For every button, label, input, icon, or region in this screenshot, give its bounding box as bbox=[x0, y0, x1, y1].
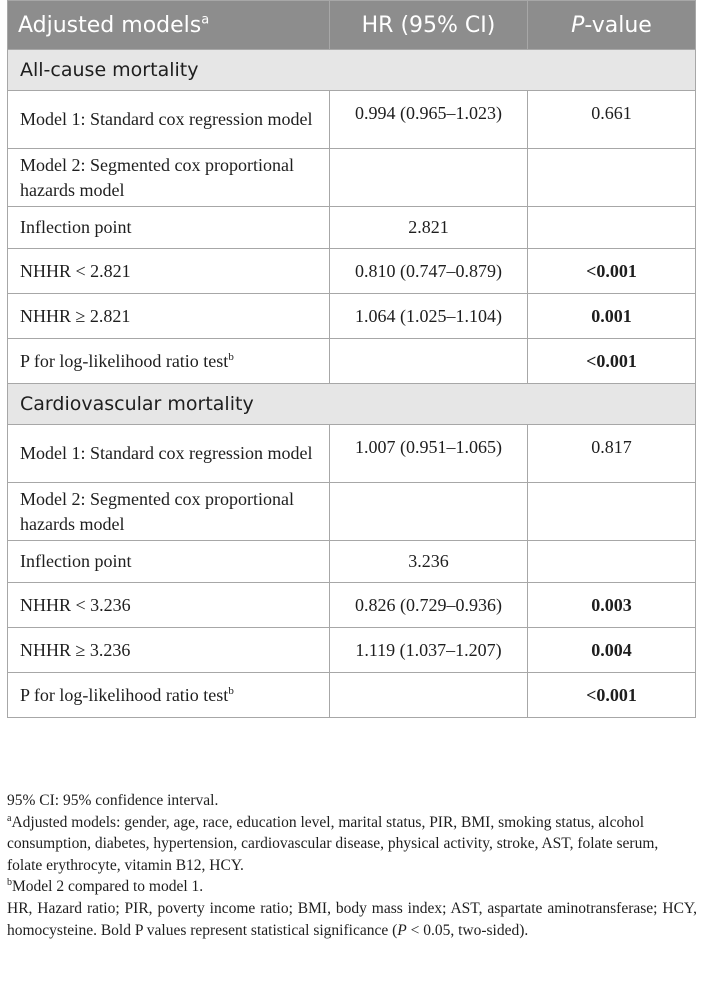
row-label: Inflection point bbox=[8, 207, 330, 249]
row-p-value bbox=[528, 541, 696, 583]
table-header-row bbox=[8, 1, 696, 50]
table-row bbox=[8, 249, 696, 294]
table-row bbox=[8, 91, 696, 149]
row-label: Model 2: Segmented cox proportional hazards model bbox=[8, 149, 330, 207]
row-p-value: <0.001 bbox=[528, 249, 696, 294]
footnote-ci: 95% CI: 95% confidence interval. bbox=[7, 792, 219, 809]
table-body bbox=[8, 50, 696, 718]
row-hr-value: 1.007 (0.951–1.065) bbox=[330, 425, 528, 483]
footnote-b: $^b$Model 2 compared to model 1. bbox=[7, 877, 204, 896]
footnote-a: $^a$Adjusted models: gender, age, race, education level, marital status, PIR, BMI, smoking status, alcohol consumption, diabetes, hypertension, cardiovascular disease, physical activity, stroke, AST, folate serum, folate erythrocyte, vitamin B12, HCY. bbox=[7, 812, 659, 874]
row-hr-value: 1.119 (1.037–1.207) bbox=[330, 628, 528, 673]
row-hr-value: 3.236 bbox=[330, 541, 528, 583]
row-label: P for log-likelihood ratio test$^b$ bbox=[8, 339, 330, 384]
table-row bbox=[8, 583, 696, 628]
row-p-value: <0.001 bbox=[528, 339, 696, 384]
row-label: Model 1: Standard cox regression model bbox=[8, 425, 330, 483]
table-row bbox=[8, 541, 696, 583]
section-header-row bbox=[8, 384, 696, 425]
table-row bbox=[8, 149, 696, 207]
row-hr-value bbox=[330, 149, 528, 207]
row-p-value bbox=[528, 149, 696, 207]
table-footnotes bbox=[7, 790, 697, 941]
table-row bbox=[8, 673, 696, 718]
row-label: Model 1: Standard cox regression model bbox=[8, 91, 330, 149]
row-p-value: 0.661 bbox=[528, 91, 696, 149]
table-row bbox=[8, 294, 696, 339]
row-p-value bbox=[528, 483, 696, 541]
row-label: Model 2: Segmented cox proportional hazards model bbox=[8, 483, 330, 541]
row-hr-value: 0.826 (0.729–0.936) bbox=[330, 583, 528, 628]
header-adjusted-models: Adjusted models$^a$ bbox=[8, 1, 330, 50]
section-title: All-cause mortality bbox=[8, 50, 696, 91]
row-p-value: 0.003 bbox=[528, 583, 696, 628]
results-table bbox=[7, 0, 696, 718]
row-label: NHHR < 3.236 bbox=[8, 583, 330, 628]
row-hr-value: 0.810 (0.747–0.879) bbox=[330, 249, 528, 294]
table-row bbox=[8, 425, 696, 483]
table-row bbox=[8, 483, 696, 541]
row-p-value: <0.001 bbox=[528, 673, 696, 718]
table-row bbox=[8, 339, 696, 384]
header-p-value: P-value bbox=[528, 1, 696, 50]
row-p-value: 0.001 bbox=[528, 294, 696, 339]
row-p-value: 0.817 bbox=[528, 425, 696, 483]
row-p-value bbox=[528, 207, 696, 249]
section-header-row bbox=[8, 50, 696, 91]
row-label: NHHR ≥ 2.821 bbox=[8, 294, 330, 339]
row-hr-value bbox=[330, 339, 528, 384]
row-hr-value bbox=[330, 673, 528, 718]
header-hr: HR (95% CI) bbox=[330, 1, 528, 50]
row-hr-value: 2.821 bbox=[330, 207, 528, 249]
row-label: P for log-likelihood ratio test$^b$ bbox=[8, 673, 330, 718]
row-hr-value: 0.994 (0.965–1.023) bbox=[330, 91, 528, 149]
row-hr-value bbox=[330, 483, 528, 541]
results-table-container bbox=[7, 0, 695, 718]
row-label: NHHR ≥ 3.236 bbox=[8, 628, 330, 673]
row-label: NHHR < 2.821 bbox=[8, 249, 330, 294]
row-label: Inflection point bbox=[8, 541, 330, 583]
footnote-abbreviations: HR, Hazard ratio; PIR, poverty income ratio; BMI, body mass index; AST, aspartate aminotransferase; HCY, homocysteine. Bold P values represent statistical significance (P < 0.05, two-sided). bbox=[7, 899, 697, 939]
row-hr-value: 1.064 (1.025–1.104) bbox=[330, 294, 528, 339]
table-row bbox=[8, 207, 696, 249]
table-row bbox=[8, 628, 696, 673]
row-p-value: 0.004 bbox=[528, 628, 696, 673]
section-title: Cardiovascular mortality bbox=[8, 384, 696, 425]
